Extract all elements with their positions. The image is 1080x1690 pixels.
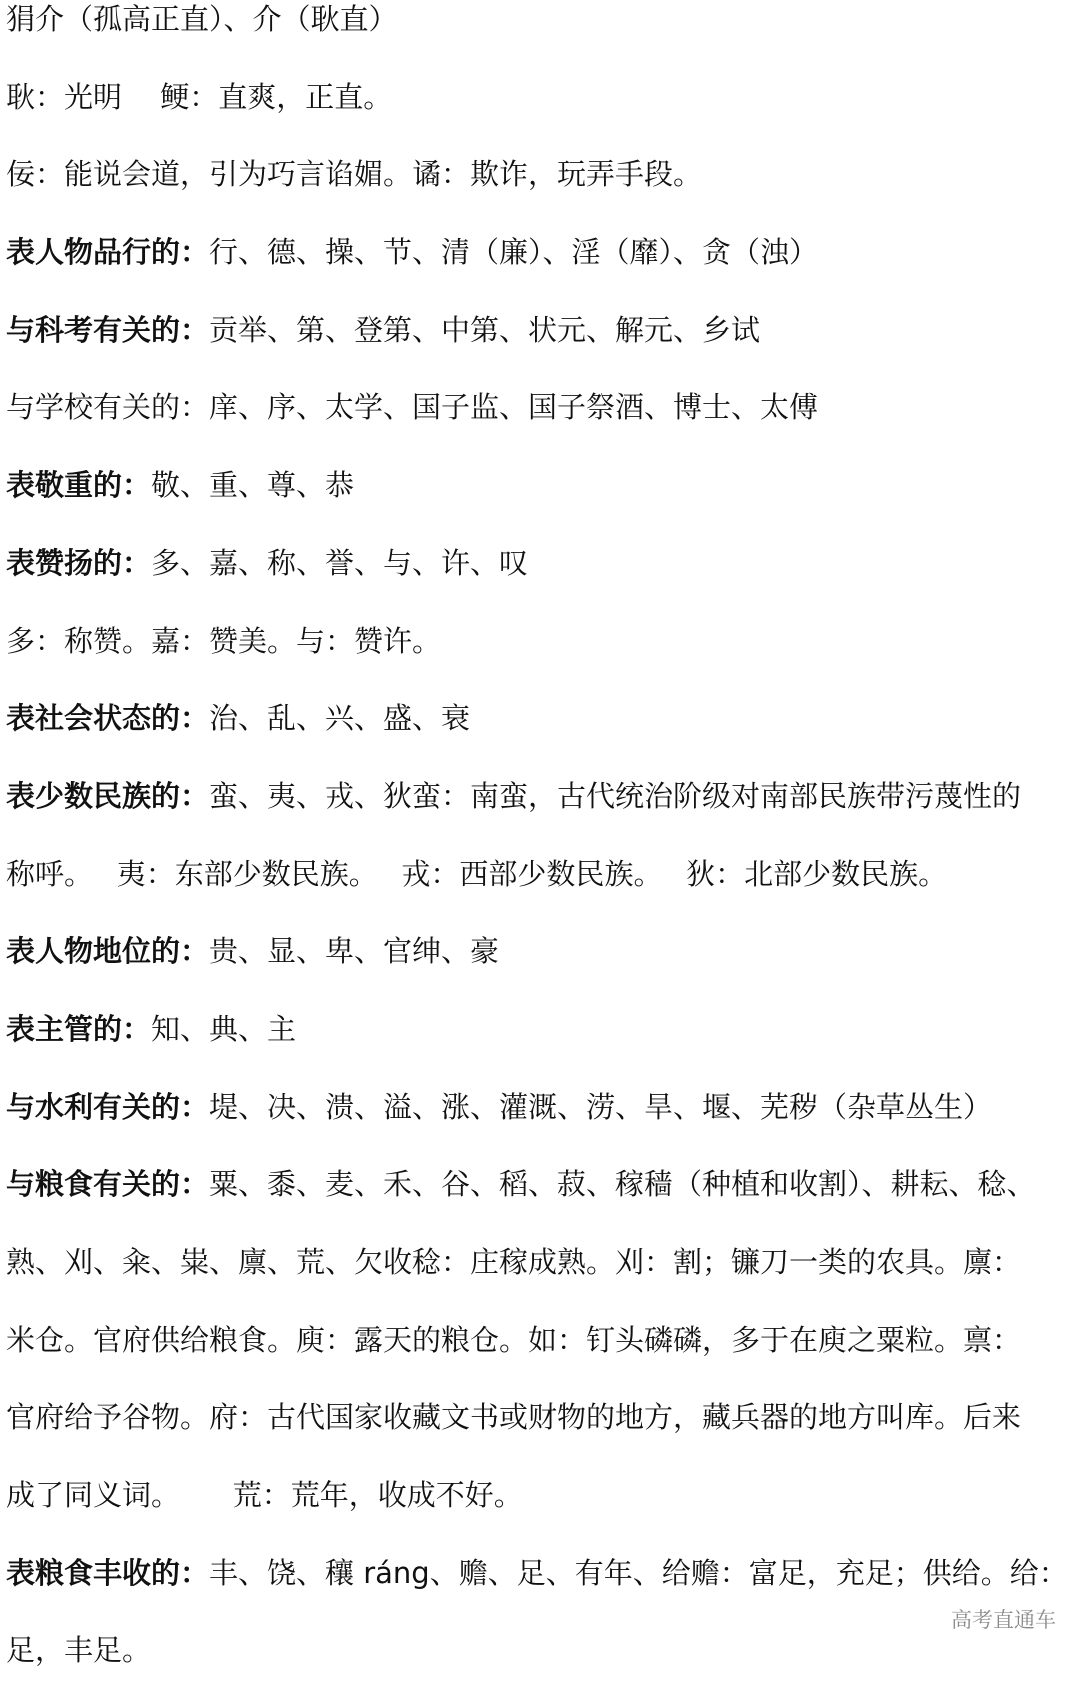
watermark: 高考直通车: [951, 1608, 1056, 1632]
text-line: [6, 836, 1072, 914]
line-text: 与学校有关的：庠、序、太学、国子监、国子祭酒、博士、太傅: [6, 390, 819, 425]
line-text: 耿：光明 鲠：直爽，正直。: [6, 79, 393, 114]
line-text: 蛮、夷、戎、狄蛮：南蛮，古代统治阶级对南部民族带污蔑性的: [209, 778, 1022, 813]
line-text: 多：称赞。嘉：赞美。与：赞许。: [6, 623, 442, 658]
text-line: [6, 1302, 1072, 1380]
line-text: 丰、饶、穰 ráng、赡、足、有年、给赡：富足，充足；供给。给：: [209, 1555, 1068, 1590]
text-line: [6, 1457, 1072, 1535]
text-line: [6, 1069, 1072, 1147]
line-label: 表粮食丰收的：: [6, 1555, 210, 1590]
line-text: 粟、黍、麦、禾、谷、稻、菽、稼穑（种植和收割）、耕耘、稔、: [209, 1167, 1036, 1202]
line-text: 成了同义词。 荒：荒年，收成不好。: [6, 1478, 523, 1513]
line-text: 贡举、第、登第、中第、状元、解元、乡试: [209, 312, 761, 347]
line-label: 表少数民族的：: [6, 778, 210, 813]
line-text: 米仓。官府供给粮食。庾：露天的粮仓。如：钉头磷磷，多于在庾之粟粒。禀：: [6, 1322, 1022, 1357]
line-label: 表敬重的：: [6, 468, 152, 503]
text-line: [6, 1146, 1072, 1224]
line-text: 敬、重、尊、恭: [151, 468, 355, 503]
text-line: [6, 447, 1072, 525]
line-text: 知、典、主: [151, 1011, 297, 1046]
text-line: [6, 603, 1072, 681]
line-text: 熟、刈、籴、粜、廪、荒、欠收稔：庄稼成熟。刈：割；镰刀一类的农具。廪：: [6, 1245, 1022, 1279]
text-line: [6, 59, 1072, 137]
line-text: 堤、决、溃、溢、涨、灌溉、涝、旱、堰、芜秽（杂草丛生）: [209, 1089, 993, 1124]
text-line: [6, 680, 1072, 758]
text-line: [6, 1224, 1072, 1302]
line-text: 官府给予谷物。府：古代国家收藏文书或财物的地方，藏兵器的地方叫库。后来: [6, 1400, 1022, 1435]
text-line: [6, 214, 1072, 292]
text-line: [6, 913, 1072, 991]
line-text: 行、德、操、节、清（廉）、淫（靡）、贪（浊）: [209, 235, 819, 270]
text-line: [6, 1612, 1072, 1690]
text-line: [6, 758, 1072, 836]
line-label: 表人物品行的：: [6, 235, 210, 270]
text-line: [6, 1535, 1072, 1613]
text-line: [6, 991, 1072, 1069]
line-text: 多、嘉、称、誉、与、许、叹: [151, 545, 529, 580]
line-label: 表社会状态的：: [6, 701, 210, 736]
text-line: [6, 136, 1072, 214]
line-text: 佞：能说会道，引为巧言谄媚。谲：欺诈，玩弄手段。: [6, 157, 703, 192]
line-label: 与科考有关的：: [6, 312, 210, 347]
line-text: 狷介（孤高正直）、介（耿直）: [6, 2, 398, 36]
line-label: 表赞扬的：: [6, 545, 152, 580]
line-text: 治、乱、兴、盛、衰: [209, 701, 471, 736]
text-line: [6, 292, 1072, 370]
line-label: 表主管的：: [6, 1011, 152, 1046]
text-line: [6, 369, 1072, 447]
line-label: 与粮食有关的：: [6, 1167, 210, 1202]
text-line: [6, 525, 1072, 603]
line-text: 称呼。 夷：东部少数民族。 戎：西部少数民族。 狄：北部少数民族。: [6, 856, 948, 891]
line-label: 与水利有关的：: [6, 1089, 210, 1124]
text-line: [6, 1379, 1072, 1457]
line-text: 足，丰足。: [6, 1633, 152, 1668]
text-line: [6, 0, 1072, 59]
line-text: 贵、显、卑、官绅、豪: [209, 934, 500, 969]
line-label: 表人物地位的：: [6, 934, 210, 969]
document-body: [6, 0, 1072, 1690]
